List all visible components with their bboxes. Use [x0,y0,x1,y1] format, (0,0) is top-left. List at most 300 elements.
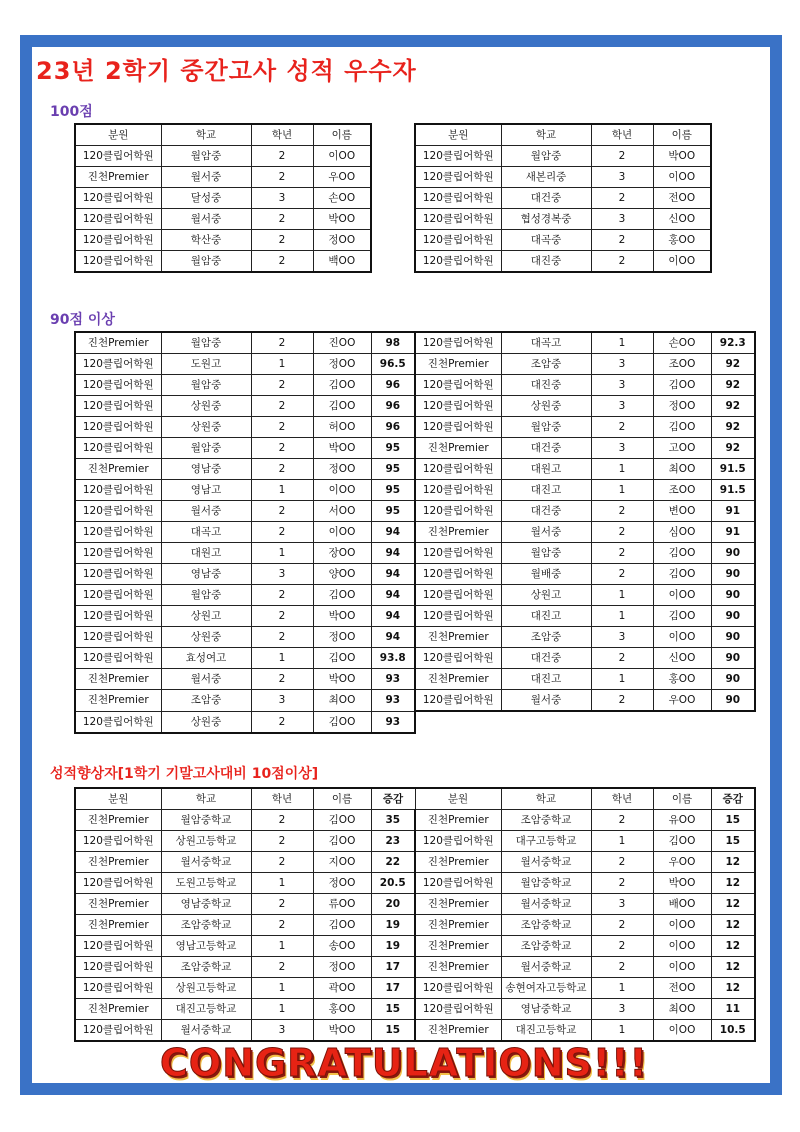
cell-grade: 3 [251,564,313,585]
cell-grade: 2 [251,230,313,251]
cell-score: 98 [371,332,415,354]
cell-branch: 120클립어학원 [75,209,161,230]
cell-school: 달성중 [161,188,251,209]
table-row [75,564,755,585]
cell-school: 대진고 [501,606,591,627]
cell-school: 상원중 [161,711,251,733]
table-row [75,251,371,273]
cell-grade: 2 [251,627,313,648]
cell-grade: 1 [591,585,653,606]
cell-grade: 1 [591,606,653,627]
cell-school: 상원중 [161,417,251,438]
cell-grade: 2 [251,894,313,915]
cell-branch: 120클립어학원 [415,585,501,606]
cell-school: 영남중학교 [501,999,591,1020]
cell-branch: 120클립어학원 [75,480,161,501]
col-header-name: 이름 [313,788,371,810]
cell-name: 진OO [313,332,371,354]
cell-branch: 120클립어학원 [75,543,161,564]
cell-grade: 2 [591,251,653,273]
table-100-right [414,123,712,273]
cell-name: 배OO [653,894,711,915]
cell-grade: 3 [591,396,653,417]
cell-grade: 2 [591,501,653,522]
cell-grade: 3 [591,999,653,1020]
cell-grade: 2 [251,810,313,831]
cell-school: 월암중 [161,585,251,606]
cell-branch: 진천Premier [415,894,501,915]
cell-score: 95 [371,459,415,480]
cell-score: 22 [371,852,415,873]
cell-score: 96 [371,396,415,417]
cell-grade: 2 [251,501,313,522]
cell-name: 변OO [653,501,711,522]
cell-name: 박OO [313,1020,371,1042]
table-row [415,146,711,167]
cell-name: 조OO [653,480,711,501]
cell-score: 92 [711,438,755,459]
cell-grade: 2 [591,230,653,251]
cell-school: 월서중학교 [501,894,591,915]
cell-grade: 1 [251,354,313,375]
cell-school: 월배중 [501,564,591,585]
cell-branch: 120클립어학원 [75,396,161,417]
col-header-grade: 학년 [591,124,653,146]
cell-name: 서OO [313,501,371,522]
cell-school: 월서중 [161,167,251,188]
cell-name: 신OO [653,209,711,230]
cell-score: 10.5 [711,1020,755,1042]
cell-name: 유OO [653,810,711,831]
cell-school: 월서중 [161,209,251,230]
cell-branch: 진천Premier [75,167,161,188]
cell-grade: 2 [591,852,653,873]
cell-school: 월암중 [501,543,591,564]
table-header-row [75,788,755,810]
cell-name: 김OO [653,606,711,627]
cell-branch: 진천Premier [75,459,161,480]
cell-branch: 120클립어학원 [75,1020,161,1042]
cell-school: 도원고 [161,354,251,375]
cell-school: 영남고 [161,480,251,501]
cell-branch: 진천Premier [415,669,501,690]
cell-branch: 120클립어학원 [415,417,501,438]
table-row [75,831,755,852]
col-header-grade: 학년 [591,788,653,810]
section-100-heading: 100점 [50,104,93,120]
cell-branch: 120클립어학원 [415,999,501,1020]
cell-score: 92 [711,354,755,375]
table-row [75,978,755,999]
cell-name: 홍OO [653,669,711,690]
cell-branch: 120클립어학원 [75,936,161,957]
cell-score: 95 [371,501,415,522]
cell-branch: 진천Premier [415,627,501,648]
cell-name: 정OO [313,354,371,375]
cell-name: 정OO [313,230,371,251]
cell-branch: 진천Premier [415,438,501,459]
col-header-school: 학교 [501,124,591,146]
cell-score: 19 [371,915,415,936]
table-row [75,501,755,522]
col-header-change: 증감 [371,788,415,810]
table-row [415,230,711,251]
cell-name: 정OO [653,396,711,417]
cell-school: 월암중 [161,375,251,396]
cell-branch: 120클립어학원 [415,831,501,852]
cell-grade: 1 [591,978,653,999]
cell-branch: 120클립어학원 [75,438,161,459]
cell-name: 김OO [653,375,711,396]
table-improvement [74,787,756,1042]
cell-school: 대곡고 [161,522,251,543]
cell-school: 학산중 [161,230,251,251]
cell-grade: 1 [591,332,653,354]
cell-grade: 1 [591,459,653,480]
cell-name: 장OO [313,543,371,564]
cell-branch: 진천Premier [415,810,501,831]
cell-branch: 120클립어학원 [75,957,161,978]
col-header-school: 학교 [501,788,591,810]
cell-name: 정OO [313,957,371,978]
cell-grade: 2 [591,936,653,957]
page-border [20,35,782,1095]
table-row [75,396,755,417]
cell-grade: 1 [591,669,653,690]
cell-school: 대진고 [501,480,591,501]
cell-school: 대건중 [501,188,591,209]
cell-grade: 2 [591,648,653,669]
cell-name: 김OO [313,375,371,396]
cell-branch: 진천Premier [75,852,161,873]
cell-score: 94 [371,564,415,585]
page-content [32,47,770,1083]
cell-school: 조암중 [501,627,591,648]
cell-branch: 120클립어학원 [75,564,161,585]
cell-score: 93 [371,690,415,712]
cell-branch: 120클립어학원 [75,522,161,543]
cell-branch: 진천Premier [415,1020,501,1042]
cell-grade: 3 [591,209,653,230]
cell-school: 상원고 [161,606,251,627]
cell-grade: 1 [251,480,313,501]
cell-grade: 2 [251,375,313,396]
cell-name: 심OO [653,522,711,543]
cell-branch: 120클립어학원 [75,831,161,852]
col-header-branch: 분원 [75,788,161,810]
cell-score: 91 [711,501,755,522]
cell-branch: 120클립어학원 [415,606,501,627]
cell-name: 우OO [313,167,371,188]
cell-school: 월서중학교 [161,1020,251,1042]
cell-score: 15 [371,1020,415,1042]
cell-branch: 120클립어학원 [415,146,501,167]
cell-branch: 120클립어학원 [75,188,161,209]
cell-score: 12 [711,852,755,873]
cell-name: 최OO [653,459,711,480]
cell-grade: 1 [251,543,313,564]
cell-score: 96 [371,375,415,396]
cell-grade: 2 [251,522,313,543]
cell-grade: 2 [251,831,313,852]
cell-branch: 120클립어학원 [75,501,161,522]
cell-school: 월암중 [161,146,251,167]
cell-grade: 3 [591,627,653,648]
cell-score: 11 [711,999,755,1020]
cell-grade: 2 [251,852,313,873]
cell-score: 12 [711,873,755,894]
cell-school: 새본리중 [501,167,591,188]
cell-grade: 2 [591,543,653,564]
table-row [415,167,711,188]
cell-name: 이OO [653,251,711,273]
table-row [75,957,755,978]
cell-name: 곽OO [313,978,371,999]
cell-score: 20 [371,894,415,915]
cell-name: 박OO [653,873,711,894]
cell-school: 효성여고 [161,648,251,669]
cell-grade: 2 [251,957,313,978]
cell-school: 영남중 [161,459,251,480]
cell-name: 이OO [653,627,711,648]
cell-school: 상원중 [161,396,251,417]
cell-name: 이OO [653,167,711,188]
cell-school: 영남중 [161,564,251,585]
cell-branch: 120클립어학원 [75,978,161,999]
cell-score: 17 [371,978,415,999]
table-row [75,146,371,167]
cell-school: 월서중 [501,522,591,543]
cell-branch: 120클립어학원 [415,251,501,273]
cell-grade: 2 [251,332,313,354]
cell-score: 96 [371,417,415,438]
cell-grade: 2 [591,564,653,585]
cell-branch: 120클립어학원 [415,873,501,894]
cell-school: 조암중 [161,690,251,712]
cell-name: 김OO [653,417,711,438]
cell-name: 조OO [653,354,711,375]
cell-name: 김OO [653,564,711,585]
cell-branch: 120클립어학원 [75,873,161,894]
cell-school: 상원중 [501,396,591,417]
table-row [75,438,755,459]
table-row [75,480,755,501]
cell-school: 대구고등학교 [501,831,591,852]
cell-branch: 120클립어학원 [415,230,501,251]
cell-grade: 2 [251,146,313,167]
cell-score: 90 [711,543,755,564]
cell-name: 손OO [313,188,371,209]
cell-grade: 3 [591,438,653,459]
cell-grade: 2 [591,810,653,831]
cell-score: 95 [371,480,415,501]
table-row [75,852,755,873]
cell-grade: 2 [251,711,313,733]
cell-name: 정OO [313,459,371,480]
cell-grade: 2 [251,417,313,438]
cell-school: 조암중학교 [501,810,591,831]
cell-name: 박OO [313,438,371,459]
table-row [75,669,755,690]
cell-grade: 2 [251,915,313,936]
cell-school: 조암중학교 [501,915,591,936]
section-90-heading: 90점 이상 [50,312,115,328]
cell-name: 백OO [313,251,371,273]
cell-name: 우OO [653,690,711,712]
cell-name: 이OO [313,522,371,543]
table-row [75,810,755,831]
cell-score: 12 [711,915,755,936]
cell-score: 93 [371,711,415,733]
table-100-left [74,123,372,273]
cell-score: 90 [711,564,755,585]
table-header-row [415,124,711,146]
cell-score: 94 [371,585,415,606]
cell-score: 23 [371,831,415,852]
cell-grade: 1 [251,873,313,894]
cell-branch: 진천Premier [75,669,161,690]
cell-grade: 2 [251,167,313,188]
cell-grade: 2 [251,438,313,459]
cell-branch: 120클립어학원 [75,417,161,438]
cell-branch: 진천Premier [75,915,161,936]
cell-branch: 120클립어학원 [415,564,501,585]
cell-grade: 1 [591,480,653,501]
cell-name: 김OO [653,831,711,852]
cell-score: 15 [711,810,755,831]
cell-branch: 120클립어학원 [75,627,161,648]
cell-branch: 120클립어학원 [415,690,501,712]
cell-school: 조암중학교 [161,957,251,978]
cell-school: 대곡고 [501,332,591,354]
table-row [75,209,371,230]
cell-school: 영남중학교 [161,894,251,915]
cell-grade: 2 [591,957,653,978]
table-row [75,627,755,648]
cell-school: 상원고등학교 [161,978,251,999]
cell-name: 김OO [313,915,371,936]
table-row [75,1020,755,1042]
table-row [415,188,711,209]
cell-score: 15 [711,831,755,852]
cell-school: 영남고등학교 [161,936,251,957]
cell-grade: 2 [591,522,653,543]
cell-score: 35 [371,810,415,831]
cell-score: 91 [711,522,755,543]
cell-name: 정OO [313,627,371,648]
cell-branch: 진천Premier [75,690,161,712]
cell-school: 월서중 [501,690,591,712]
cell-score: 91.5 [711,459,755,480]
cell-branch: 120클립어학원 [415,543,501,564]
cell-school: 송현여자고등학교 [501,978,591,999]
cell-school: 대건중 [501,438,591,459]
cell-grade: 3 [251,690,313,712]
cell-score: 94 [371,543,415,564]
cell-branch: 진천Premier [75,894,161,915]
table-row [75,354,755,375]
cell-score: 90 [711,585,755,606]
cell-name: 이OO [653,957,711,978]
cell-name: 이OO [653,936,711,957]
cell-branch: 진천Premier [415,915,501,936]
cell-school: 협성경복중 [501,209,591,230]
cell-name: 양OO [313,564,371,585]
cell-school: 월서중학교 [501,852,591,873]
col-header-branch: 분원 [75,124,161,146]
cell-school: 월서중 [161,501,251,522]
cell-school: 도원고등학교 [161,873,251,894]
table-row [75,999,755,1020]
cell-name: 류OO [313,894,371,915]
cell-name: 허OO [313,417,371,438]
table-row [75,894,755,915]
cell-score: 94 [371,522,415,543]
table-row [75,459,755,480]
cell-grade: 3 [591,167,653,188]
cell-school: 대진고등학교 [161,999,251,1020]
cell-school: 월암중 [161,251,251,273]
cell-grade: 1 [251,999,313,1020]
cell-branch: 120클립어학원 [415,375,501,396]
col-header-name: 이름 [313,124,371,146]
cell-school: 대원고 [501,459,591,480]
cell-name: 박OO [313,209,371,230]
cell-grade: 2 [251,585,313,606]
cell-grade: 1 [591,831,653,852]
cell-score: 93.8 [371,648,415,669]
cell-grade: 2 [251,209,313,230]
cell-name: 송OO [313,936,371,957]
cell-grade: 2 [591,417,653,438]
cell-name: 지OO [313,852,371,873]
cell-score: 96.5 [371,354,415,375]
cell-grade: 2 [251,669,313,690]
cell-school: 월암중학교 [161,810,251,831]
cell-score: 91.5 [711,480,755,501]
table-row [75,648,755,669]
cell-score: 12 [711,894,755,915]
cell-grade: 3 [591,375,653,396]
empty-cell [415,711,755,733]
cell-score: 12 [711,936,755,957]
cell-score: 90 [711,627,755,648]
cell-school: 대진중 [501,251,591,273]
cell-grade: 1 [251,936,313,957]
cell-name: 홍OO [653,230,711,251]
cell-branch: 진천Premier [415,852,501,873]
cell-branch: 120클립어학원 [75,230,161,251]
cell-name: 고OO [653,438,711,459]
cell-name: 전OO [653,978,711,999]
cell-score: 15 [371,999,415,1020]
cell-score: 92 [711,375,755,396]
cell-name: 이OO [653,1020,711,1042]
table-row [75,230,371,251]
col-header-school: 학교 [161,124,251,146]
table-row [75,332,755,354]
cell-branch: 120클립어학원 [75,606,161,627]
cell-name: 정OO [313,873,371,894]
cell-score: 90 [711,606,755,627]
cell-name: 이OO [653,585,711,606]
table-row [75,522,755,543]
cell-name: 최OO [653,999,711,1020]
cell-grade: 2 [251,396,313,417]
cell-grade: 3 [591,354,653,375]
cell-school: 대건중 [501,501,591,522]
cell-name: 김OO [653,543,711,564]
